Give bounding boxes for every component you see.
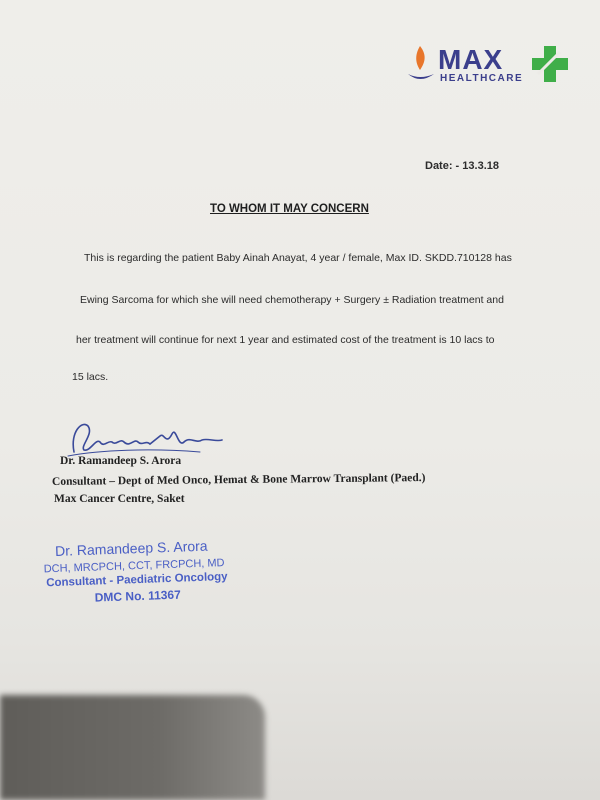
body-line-4: 15 lacs. — [72, 371, 109, 383]
photo-shadow — [0, 695, 265, 800]
logo-sub-text: HEALTHCARE — [440, 73, 524, 84]
letter-date: Date: - 13.3.18 — [425, 160, 499, 172]
doctor-stamp — [39, 537, 241, 614]
max-healthcare-logo — [404, 40, 574, 90]
letter-subject: TO WHOM IT MAY CONCERN — [210, 203, 369, 215]
stamp-name: Dr. Ramandeep S. Arora — [54, 537, 208, 559]
body-line-3: her treatment will continue for next 1 year and estimated cost of the treatment is 10 lacs to — [76, 334, 495, 346]
doctor-name: Dr. Ramandeep S. Arora — [60, 455, 182, 467]
stamp-role: Consultant - Paediatric Oncology — [46, 570, 228, 590]
doctor-title: Consultant – Dept of Med Onco, Hemat & Bone Marrow Transplant (Paed.) — [51, 472, 426, 488]
body-line-1: This is regarding the patient Baby Ainah Anayat, 4 year / female, Max ID. SKDD.710128 has — [84, 252, 512, 264]
doctor-centre: Max Cancer Centre, Saket — [54, 493, 185, 505]
max-flame-logo-icon — [404, 40, 438, 90]
logo-brand-text: MAX — [438, 44, 504, 75]
green-cross-logo-icon — [530, 44, 570, 84]
stamp-qualifications: DCH, MRCPCH, CCT, FRCPCH, MD — [43, 557, 225, 576]
body-line-2: Ewing Sarcoma for which she will need chemotherapy + Surgery ± Radiation treatment and — [80, 294, 504, 306]
stamp-dmc-number: DMC No. 11367 — [94, 587, 181, 605]
